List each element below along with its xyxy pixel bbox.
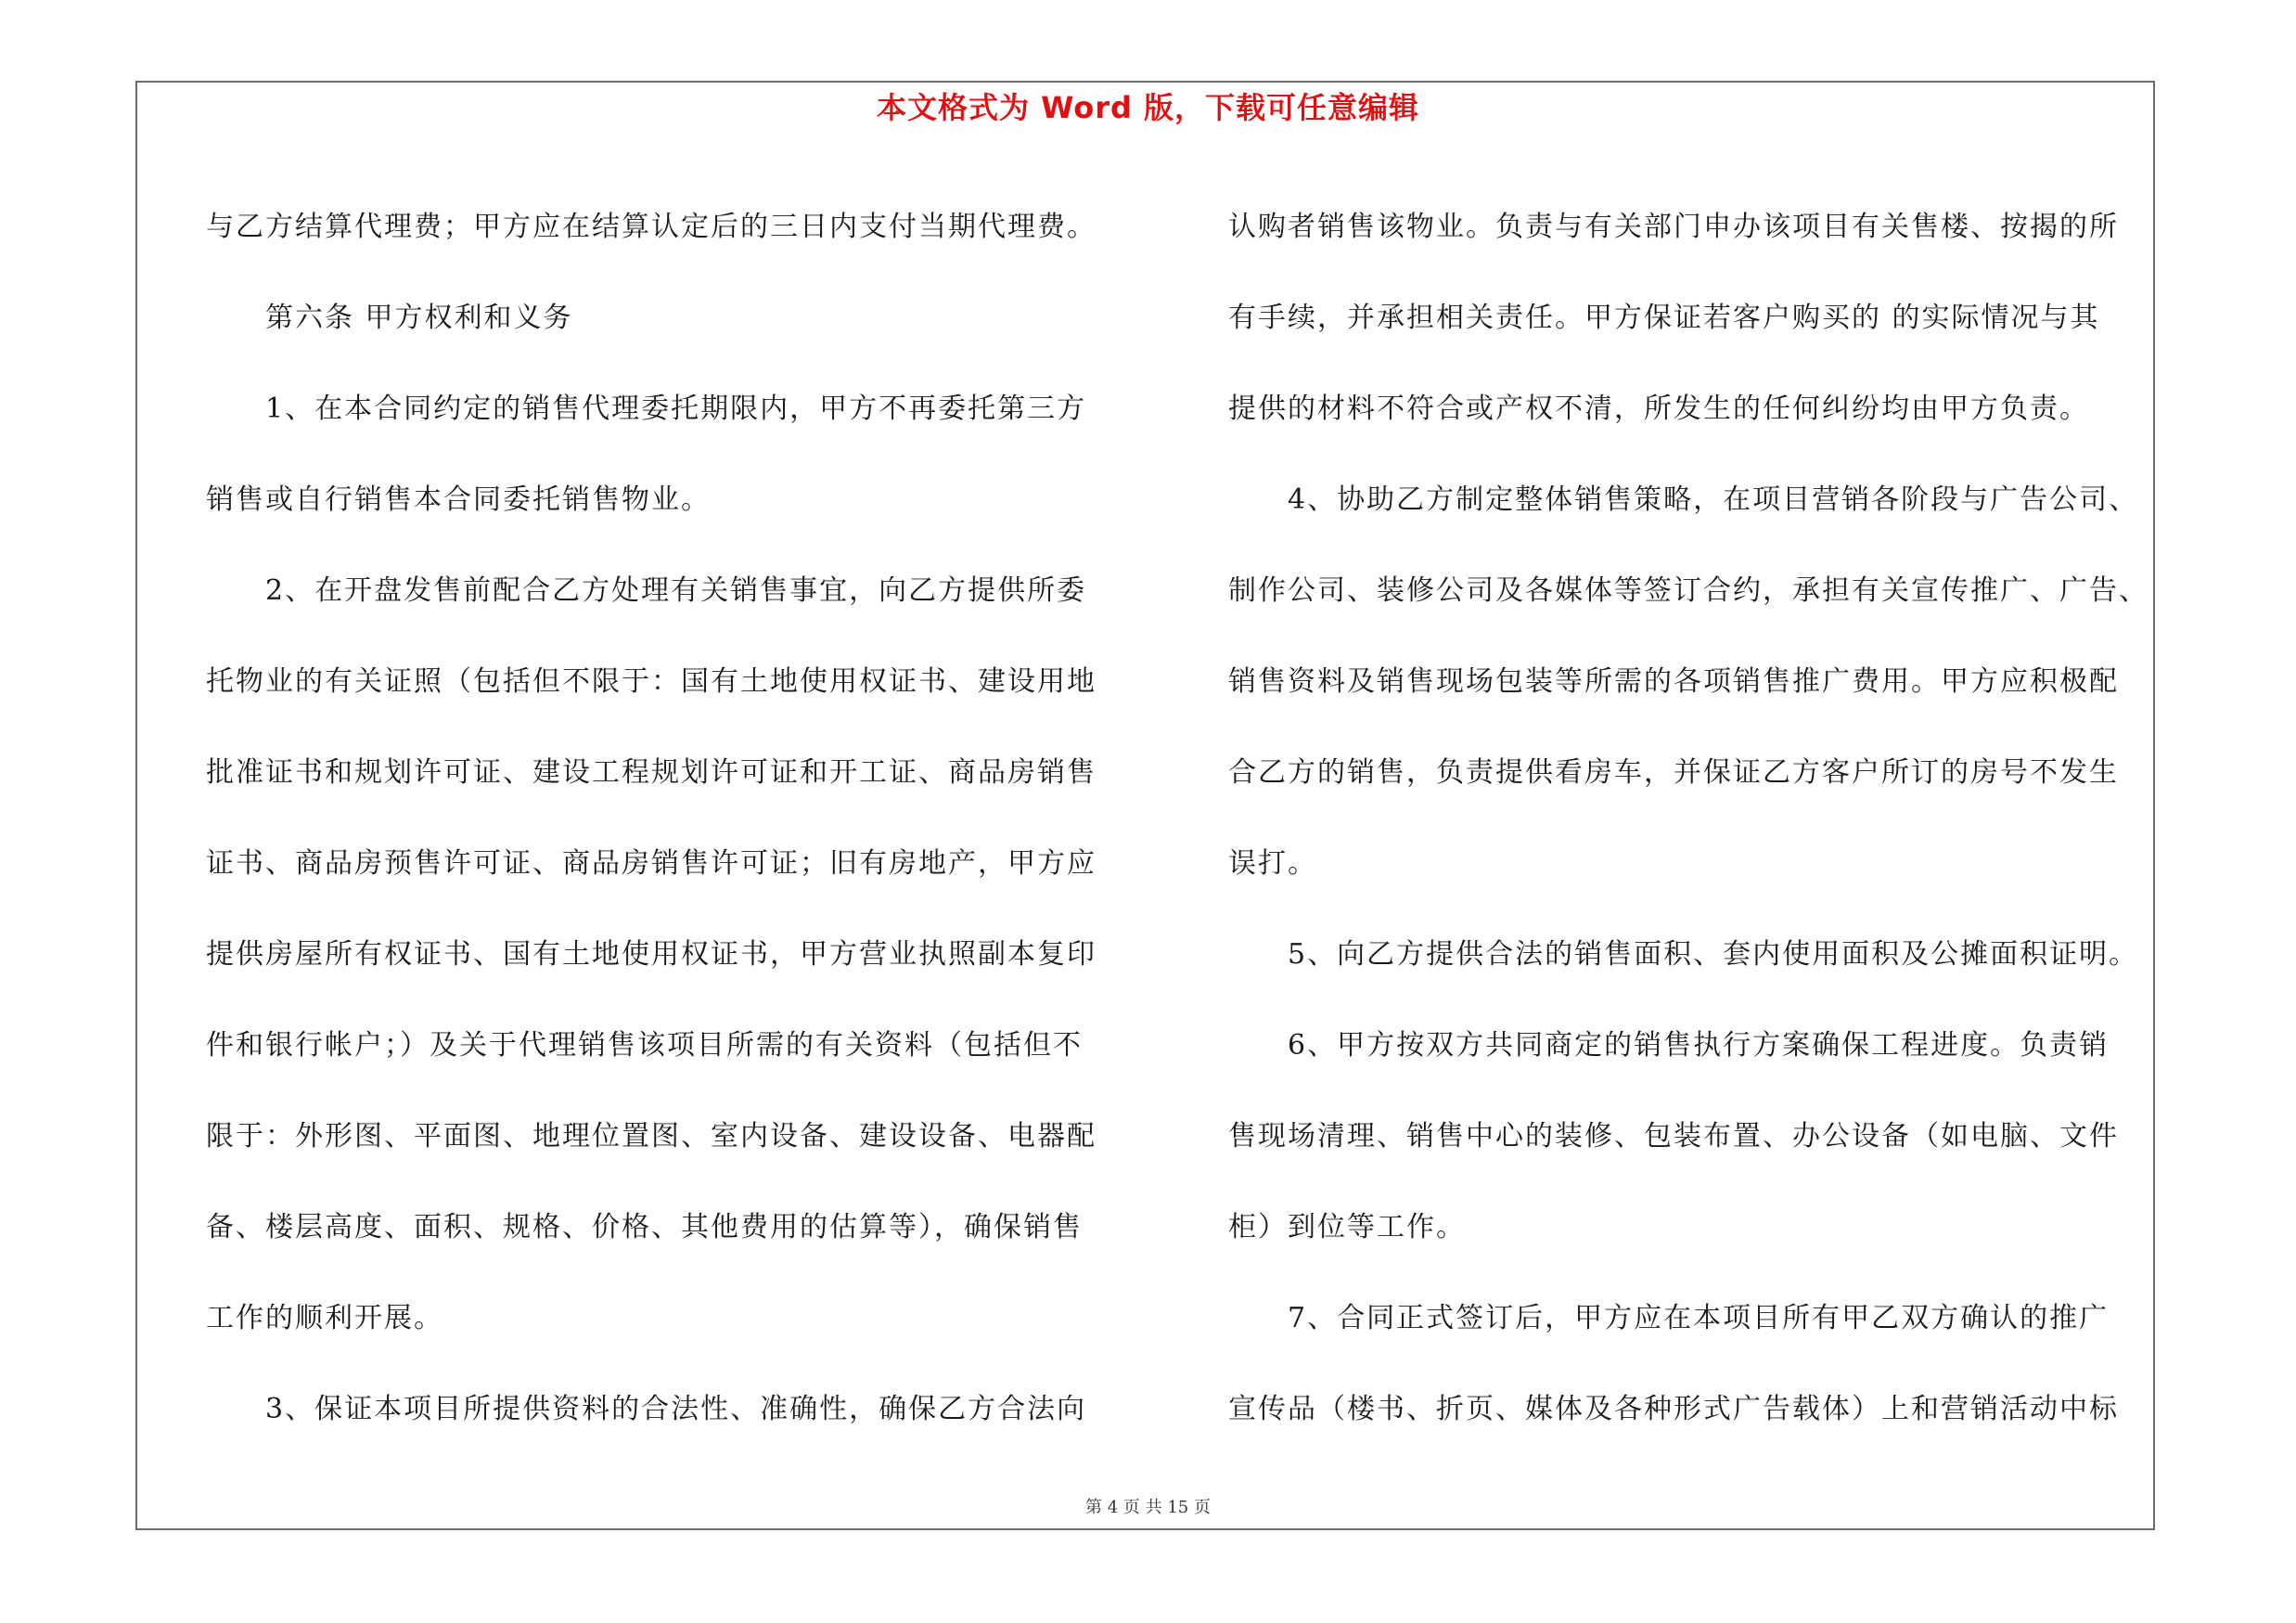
text-line: 备、楼层高度、面积、规格、价格、其他费用的估算等），确保销售: [206, 1211, 1083, 1243]
text-line: 合乙方的销售，负责提供看房车，并保证乙方客户所订的房号不发生: [1228, 756, 2119, 789]
left-column: [206, 182, 1138, 1455]
text-line: 售现场清理、销售中心的装修、包装布置、办公设备（如电脑、文件: [1228, 1120, 2119, 1153]
text-line: 5、向乙方提供合法的销售面积、套内使用面积及公摊面积证明。: [1228, 938, 2139, 971]
text-line: 件和银行帐户；）及关于代理销售该项目所需的有关资料（包括但不: [206, 1029, 1083, 1062]
text-line: 提供房屋所有权证书、国有土地使用权证书，甲方营业执照副本复印: [206, 938, 1097, 971]
text-line: 托物业的有关证照（包括但不限于：国有土地使用权证书、建设用地: [206, 665, 1097, 698]
text-line: 销售或自行销售本合同委托销售物业。: [206, 483, 711, 516]
text-line: 6、甲方按双方共同商定的销售执行方案确保工程进度。负责销: [1228, 1029, 2110, 1062]
text-line: 认购者销售该物业。负责与有关部门申办该项目有关售楼、按揭的所: [1228, 211, 2119, 243]
format-banner: 本文格式为 Word 版，下载可任意编辑: [876, 90, 1420, 125]
text-line: 批准证书和规划许可证、建设工程规划许可证和开工证、商品房销售: [206, 756, 1097, 789]
text-line: 7、合同正式签订后，甲方应在本项目所有甲乙双方确认的推广: [1228, 1302, 2110, 1334]
text-line: 制作公司、装修公司及各媒体等签订合约，承担有关宣传推广、广告、: [1228, 574, 2148, 607]
right-column: [1228, 182, 2165, 1455]
text-line: 销售资料及销售现场包装等所需的各项销售推广费用。甲方应积极配: [1228, 665, 2119, 698]
section-heading: 第六条 甲方权利和义务: [206, 302, 573, 334]
text-line: 提供的材料不符合或产权不清，所发生的任何纠纷均由甲方负责。: [1228, 393, 2089, 425]
text-line: 证书、商品房预售许可证、商品房销售许可证；旧有房地产，甲方应: [206, 847, 1097, 880]
text-line: 1、在本合同约定的销售代理委托期限内，甲方不再委托第三方: [206, 393, 1087, 425]
text-line: 柜）到位等工作。: [1228, 1211, 1466, 1243]
text-line: 限于：外形图、平面图、地理位置图、室内设备、建设设备、电器配: [206, 1120, 1097, 1153]
text-line: 3、保证本项目所提供资料的合法性、准确性，确保乙方合法向: [206, 1393, 1087, 1425]
text-line: 工作的顺利开展。: [206, 1302, 443, 1334]
text-line: 误打。: [1228, 847, 1317, 880]
text-line: 宣传品（楼书、折页、媒体及各种形式广告载体）上和营销活动中标: [1228, 1393, 2119, 1425]
text-line: 2、在开盘发售前配合乙方处理有关销售事宜，向乙方提供所委: [206, 574, 1087, 607]
text-line: 有手续，并承担相关责任。甲方保证若客户购买的 的实际情况与其: [1228, 302, 2100, 334]
text-line: 与乙方结算代理费；甲方应在结算认定后的三日内支付当期代理费。: [206, 211, 1097, 243]
page-number: 第 4 页 共 15 页: [1085, 1498, 1211, 1517]
text-line: 4、协助乙方制定整体销售策略，在项目营销各阶段与广告公司、: [1228, 483, 2139, 516]
